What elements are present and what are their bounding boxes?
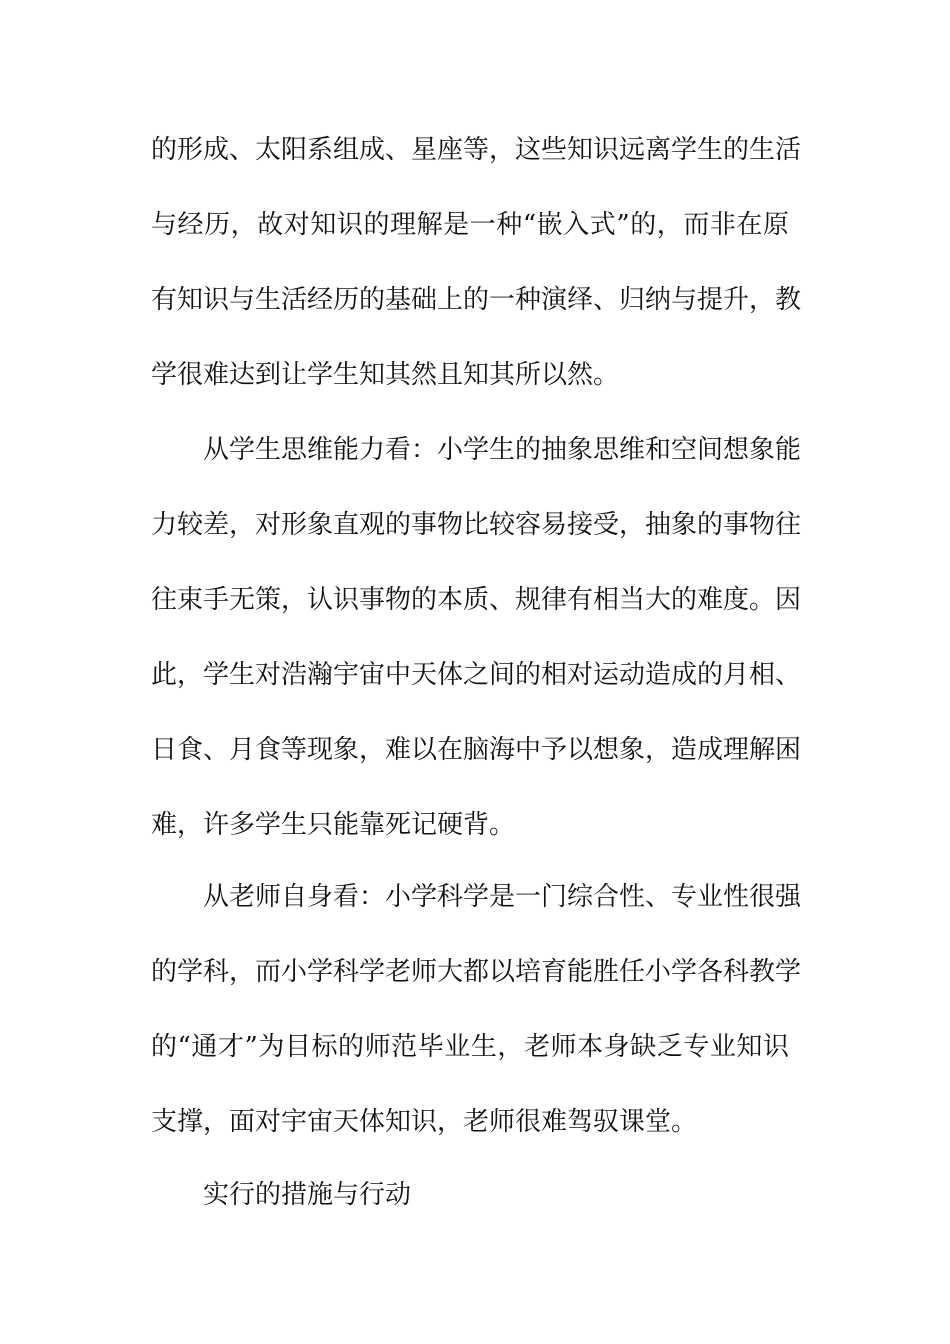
paragraph-line: 难，许多学生只能靠死记硬背。 [151, 810, 516, 840]
paragraph-line: 往束手无策，认识事物的本质、规律有相当大的难度。因 [151, 585, 802, 615]
paragraph-line: 的形成、太阳系组成、星座等，这些知识远离学生的生活 [151, 135, 802, 165]
section-heading: 实行的措施与行动 [203, 1180, 412, 1210]
paragraph-line: 有知识与生活经历的基础上的一种演绎、归纳与提升，教 [151, 285, 802, 315]
paragraph-first-line: 从学生思维能力看：小学生的抽象思维和空间想象能 [203, 435, 802, 465]
paragraph-line: 的学科，而小学科学老师大都以培育能胜任小学各科教学 [151, 957, 802, 987]
paragraph-line: 学很难达到让学生知其然且知其所以然。 [151, 360, 620, 390]
paragraph-line: 的“通才”为目标的师范毕业生，老师本身缺乏专业知识 [151, 1032, 789, 1062]
paragraph-line: 与经历，故对知识的理解是一种“嵌入式”的，而非在原 [151, 210, 789, 240]
paragraph-line: 力较差，对形象直观的事物比较容易接受，抽象的事物往 [151, 510, 802, 540]
paragraph-first-line: 从老师自身看：小学科学是一门综合性、专业性很强 [203, 882, 802, 912]
paragraph-line: 日食、月食等现象，难以在脑海中予以想象，造成理解困 [151, 735, 802, 765]
paragraph-line: 此，学生对浩瀚宇宙中天体之间的相对运动造成的月相、 [151, 660, 802, 690]
paragraph-line: 支撑，面对宇宙天体知识，老师很难驾驭课堂。 [151, 1107, 698, 1137]
